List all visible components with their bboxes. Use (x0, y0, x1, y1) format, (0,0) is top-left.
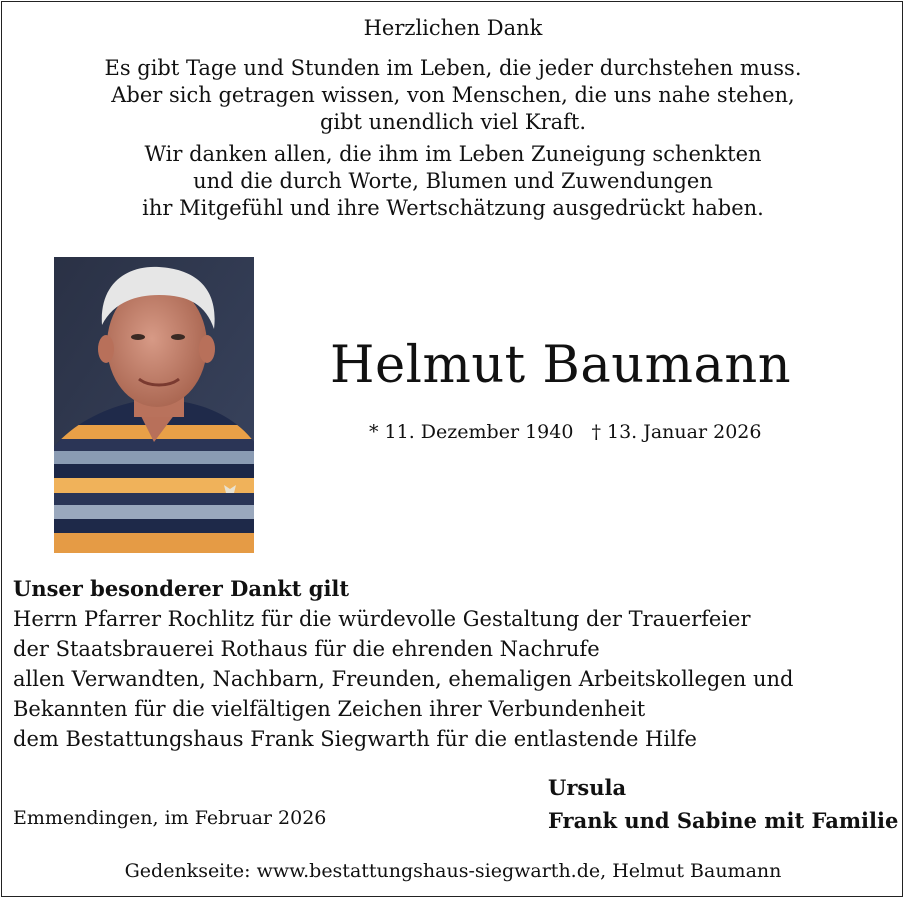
birth-date: * 11. Dezember 1940 (369, 421, 574, 443)
special-thanks-line: Bekannten für die vielfältigen Zeichen ihrer Verbundenheit (13, 697, 646, 721)
special-thanks-heading: Unser besonderer Dankt gilt (13, 576, 350, 601)
portrait-photo (54, 257, 254, 553)
special-thanks-line: der Staatsbrauerei Rothaus für die ehrenden Nachrufe (13, 637, 600, 661)
memorial-page-footer: Gedenkseite: www.bestattungshaus-siegwarth.de, Helmut Baumann (124, 860, 782, 882)
life-dates (369, 421, 761, 443)
thanks-line: ihr Mitgefühl und ihre Wertschätzung ausgedrückt haben. (142, 196, 764, 220)
thanks-line: und die durch Worte, Blumen und Zuwendungen (193, 169, 713, 193)
intro-line: gibt unendlich viel Kraft. (319, 110, 587, 134)
family-member: Frank und Sabine mit Familie (548, 808, 899, 833)
special-thanks-line: Herrn Pfarrer Rochlitz für die würdevolle Gestaltung der Trauerfeier (13, 607, 751, 631)
death-date: † 13. Januar 2026 (591, 421, 762, 443)
special-thanks (13, 574, 794, 754)
intro-text (0, 55, 906, 222)
notice-title: Herzlichen Dank (363, 16, 543, 40)
special-thanks-line: dem Bestattungshaus Frank Siegwarth für die entlastende Hilfe (13, 727, 697, 751)
intro-line: Es gibt Tage und Stunden im Leben, die jeder durchstehen muss. (104, 56, 802, 80)
family-member: Ursula (548, 775, 627, 800)
family-signature (548, 771, 898, 837)
intro-line: Aber sich getragen wissen, von Menschen, die uns nahe stehen, (111, 83, 795, 107)
deceased-name: Helmut Baumann (330, 336, 792, 395)
intro-paragraph (0, 55, 906, 136)
place-and-date: Emmendingen, im Februar 2026 (13, 807, 327, 829)
thanks-paragraph (0, 141, 906, 222)
thanks-line: Wir danken allen, die ihm im Leben Zuneigung schenkten (144, 142, 762, 166)
special-thanks-line: allen Verwandten, Nachbarn, Freunden, ehemaligen Arbeitskollegen und (13, 667, 794, 691)
